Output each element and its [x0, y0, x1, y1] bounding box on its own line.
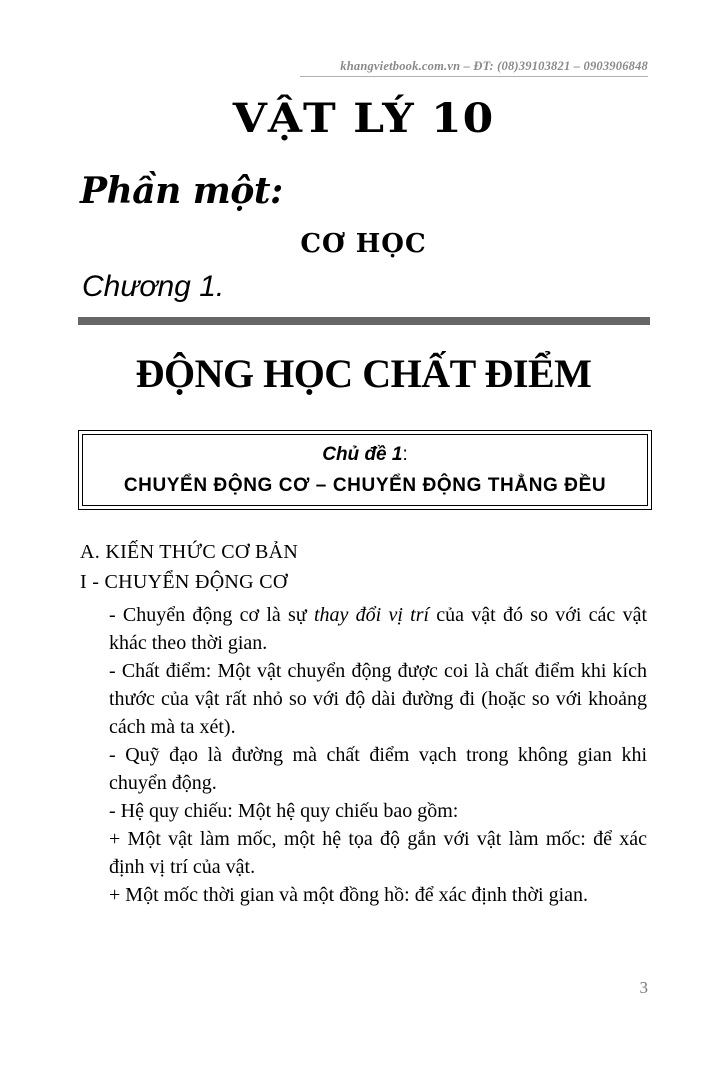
page-number: 3	[639, 978, 648, 997]
topic-label-colon: :	[402, 444, 408, 465]
part-label: Phần một:	[80, 170, 283, 212]
topic-box-inner	[82, 434, 648, 506]
topic-label	[83, 444, 647, 468]
header-rule	[300, 76, 648, 77]
p1-after: của vật đó so với các vật khác theo thời gian.	[109, 604, 647, 654]
paragraph-time-origin: + Một mốc thời gian và một đồng hồ: để xác định thời gian.	[109, 884, 589, 906]
chapter-divider	[78, 317, 650, 325]
section-title: CƠ HỌC	[300, 229, 427, 259]
topic-label-text: Chủ đề 1	[322, 444, 403, 465]
book-title: VẬT LÝ 10	[232, 95, 495, 142]
paragraph-motion-definition	[109, 601, 647, 657]
chapter-label: Chương 1.	[82, 270, 225, 303]
chapter-title: ĐỘNG HỌC CHẤT ĐIỂM	[135, 351, 592, 396]
heading-mechanical-motion: I - CHUYỂN ĐỘNG CƠ	[80, 571, 288, 593]
page-header: khangvietbook.com.vn – ĐT: (08)39103821 – 0903906848	[340, 59, 648, 73]
p1-emphasis: thay đổi vị trí	[313, 604, 430, 626]
p1-before: - Chuyển động cơ là sự	[109, 604, 314, 626]
topic-box	[78, 430, 652, 510]
heading-basic-knowledge: A. KIẾN THỨC CƠ BẢN	[80, 541, 299, 563]
topic-title: CHUYỂN ĐỘNG CƠ – CHUYỂN ĐỘNG THẲNG ĐỀU	[123, 475, 607, 496]
content-paragraphs	[109, 601, 647, 909]
paragraph-point-mass: - Chất điểm: Một vật chuyển động được coi là chất điểm khi kích thước của vật rất nhỏ so với độ dài đường đi (hoặc so với khoảng cách mà ta xét).	[109, 660, 647, 738]
paragraph-reference-object: + Một vật làm mốc, một hệ tọa độ gắn với vật làm mốc: để xác định vị trí của vật.	[109, 828, 647, 878]
paragraph-trajectory: - Quỹ đạo là đường mà chất điểm vạch trong không gian khi chuyển động.	[109, 744, 647, 794]
paragraph-reference-frame: - Hệ quy chiếu: Một hệ quy chiếu bao gồm:	[109, 800, 459, 822]
